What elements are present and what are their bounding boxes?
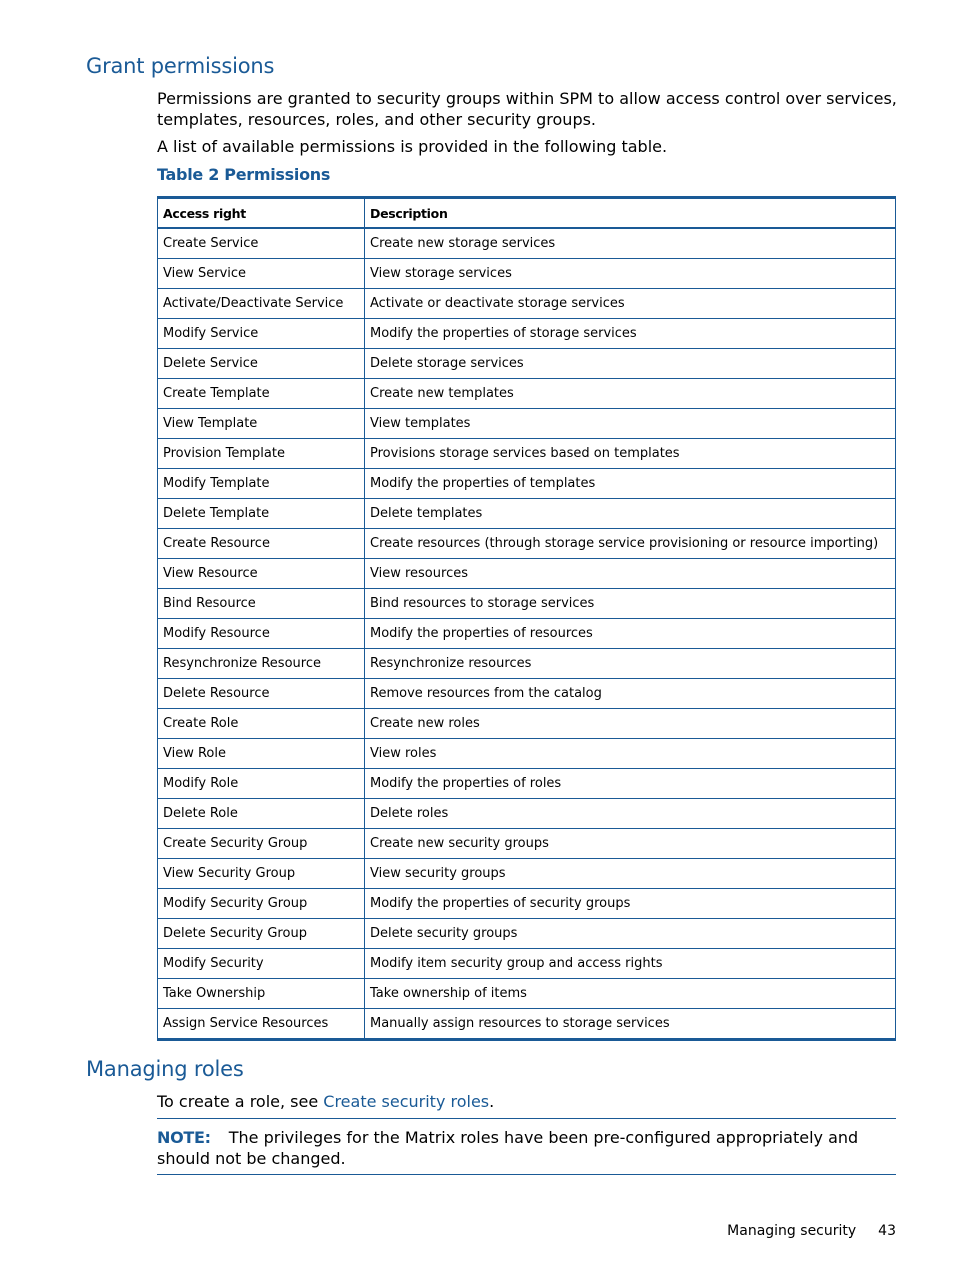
access-right-cell: Delete Service xyxy=(158,349,365,379)
table-row xyxy=(158,889,896,919)
access-right-cell: Modify Security Group xyxy=(158,889,365,919)
table-row xyxy=(158,228,896,259)
description-cell: View security groups xyxy=(365,859,896,889)
table-row xyxy=(158,679,896,709)
create-role-text-end: . xyxy=(489,1092,495,1111)
access-right-cell: View Role xyxy=(158,739,365,769)
description-cell: Create resources (through storage service provisioning or resource importing) xyxy=(365,529,896,559)
description-cell: Modify item security group and access rights xyxy=(365,949,896,979)
table-row xyxy=(158,739,896,769)
description-cell: Remove resources from the catalog xyxy=(365,679,896,709)
description-cell: Manually assign resources to storage services xyxy=(365,1009,896,1040)
description-cell: Take ownership of items xyxy=(365,979,896,1009)
access-right-cell: Modify Template xyxy=(158,469,365,499)
column-header-description: Description xyxy=(365,198,896,229)
description-cell: Create new templates xyxy=(365,379,896,409)
section-heading-managing-roles: Managing roles xyxy=(86,1057,244,1081)
table-row xyxy=(158,619,896,649)
description-cell: Create new storage services xyxy=(365,228,896,259)
access-right-cell: View Resource xyxy=(158,559,365,589)
create-role-paragraph xyxy=(157,1091,897,1112)
access-right-cell: Modify Resource xyxy=(158,619,365,649)
table-row xyxy=(158,859,896,889)
table-row xyxy=(158,469,896,499)
description-cell: Create new roles xyxy=(365,709,896,739)
note-block xyxy=(157,1127,896,1169)
table-row xyxy=(158,589,896,619)
description-cell: Create new security groups xyxy=(365,829,896,859)
table-row xyxy=(158,979,896,1009)
description-cell: View roles xyxy=(365,739,896,769)
description-cell: Activate or deactivate storage services xyxy=(365,289,896,319)
table-row xyxy=(158,289,896,319)
access-right-cell: Modify Security xyxy=(158,949,365,979)
access-right-cell: Delete Security Group xyxy=(158,919,365,949)
page-number: 43 xyxy=(878,1223,896,1239)
access-right-cell: View Service xyxy=(158,259,365,289)
table-row xyxy=(158,919,896,949)
create-security-roles-link[interactable]: Create security roles xyxy=(323,1092,490,1111)
section-heading-grant-permissions: Grant permissions xyxy=(86,54,275,78)
note-bottom-rule xyxy=(157,1174,896,1175)
access-right-cell: Create Resource xyxy=(158,529,365,559)
access-right-cell: Modify Role xyxy=(158,769,365,799)
access-right-cell: Modify Service xyxy=(158,319,365,349)
description-cell: Delete roles xyxy=(365,799,896,829)
access-right-cell: View Template xyxy=(158,409,365,439)
access-right-cell: Create Role xyxy=(158,709,365,739)
description-cell: Modify the properties of security groups xyxy=(365,889,896,919)
description-cell: Resynchronize resources xyxy=(365,649,896,679)
description-cell: Modify the properties of roles xyxy=(365,769,896,799)
access-right-cell: Provision Template xyxy=(158,439,365,469)
access-right-cell: Delete Template xyxy=(158,499,365,529)
access-right-cell: View Security Group xyxy=(158,859,365,889)
table-body xyxy=(158,228,896,1040)
description-cell: View templates xyxy=(365,409,896,439)
note-label: NOTE: xyxy=(157,1128,211,1147)
access-right-cell: Create Service xyxy=(158,228,365,259)
table-row xyxy=(158,649,896,679)
table-row xyxy=(158,949,896,979)
access-right-cell: Create Security Group xyxy=(158,829,365,859)
description-cell: View resources xyxy=(365,559,896,589)
description-cell: Modify the properties of storage services xyxy=(365,319,896,349)
description-cell: Modify the properties of resources xyxy=(365,619,896,649)
table-row xyxy=(158,529,896,559)
description-cell: Delete templates xyxy=(365,499,896,529)
description-cell: Modify the properties of templates xyxy=(365,469,896,499)
table-caption: Table 2 Permissions xyxy=(157,165,331,184)
access-right-cell: Create Template xyxy=(158,379,365,409)
note-text: The privileges for the Matrix roles have been pre-configured appropriately and should not be changed. xyxy=(157,1128,859,1168)
table-row xyxy=(158,799,896,829)
table-row xyxy=(158,409,896,439)
table-row xyxy=(158,379,896,409)
access-right-cell: Bind Resource xyxy=(158,589,365,619)
intro-paragraph: Permissions are granted to security groups within SPM to allow access control over services, templates, resources, roles, and other security groups. xyxy=(157,89,897,129)
table-row xyxy=(158,1009,896,1040)
access-right-cell: Activate/Deactivate Service xyxy=(158,289,365,319)
access-right-cell: Resynchronize Resource xyxy=(158,649,365,679)
table-row xyxy=(158,439,896,469)
description-cell: View storage services xyxy=(365,259,896,289)
access-right-cell: Assign Service Resources xyxy=(158,1009,365,1040)
table-row xyxy=(158,829,896,859)
permissions-table xyxy=(157,196,896,1041)
table-row xyxy=(158,709,896,739)
table-row xyxy=(158,499,896,529)
description-cell: Provisions storage services based on templates xyxy=(365,439,896,469)
description-cell: Bind resources to storage services xyxy=(365,589,896,619)
footer-section-name: Managing security xyxy=(727,1223,857,1239)
create-role-text: To create a role, see xyxy=(157,1092,324,1111)
page-footer xyxy=(727,1223,896,1239)
table-intro-paragraph: A list of available permissions is provided in the following table. xyxy=(157,137,668,156)
description-cell: Delete storage services xyxy=(365,349,896,379)
access-right-cell: Delete Resource xyxy=(158,679,365,709)
table-row xyxy=(158,559,896,589)
table-row xyxy=(158,319,896,349)
table-header-row xyxy=(158,198,896,229)
column-header-access-right: Access right xyxy=(158,198,365,229)
access-right-cell: Delete Role xyxy=(158,799,365,829)
access-right-cell: Take Ownership xyxy=(158,979,365,1009)
description-cell: Delete security groups xyxy=(365,919,896,949)
table-row xyxy=(158,259,896,289)
note-top-rule xyxy=(157,1118,896,1119)
table-row xyxy=(158,349,896,379)
table-row xyxy=(158,769,896,799)
